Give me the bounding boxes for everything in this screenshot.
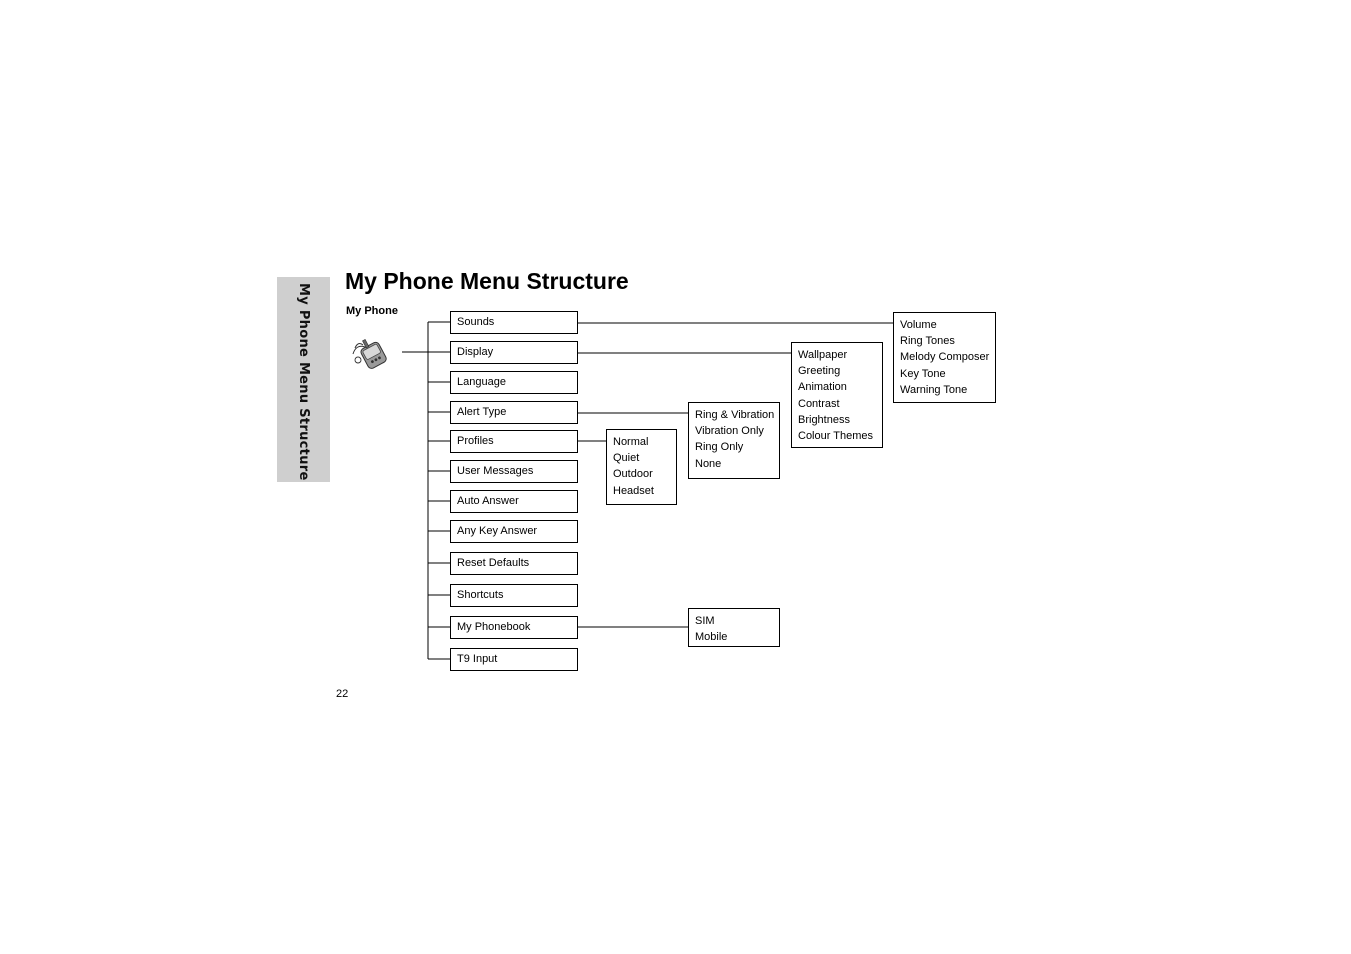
- submenu-item[interactable]: Greeting: [798, 365, 841, 378]
- menu-item-reset-defaults[interactable]: Reset Defaults: [450, 552, 578, 575]
- submenu-item[interactable]: Colour Themes: [798, 430, 873, 443]
- submenu-alert-type: [688, 402, 780, 479]
- menu-item-any-key-answer[interactable]: Any Key Answer: [450, 520, 578, 543]
- submenu-item[interactable]: Ring Only: [695, 441, 744, 454]
- submenu-item[interactable]: Warning Tone: [900, 383, 968, 396]
- submenu-item[interactable]: Brightness: [798, 413, 850, 426]
- submenu-item[interactable]: Animation: [798, 381, 847, 394]
- submenu-item[interactable]: Vibration Only: [695, 425, 764, 438]
- submenu-item[interactable]: Ring Tones: [900, 335, 955, 348]
- submenu-item[interactable]: Normal: [613, 436, 649, 448]
- menu-item-sounds[interactable]: Sounds: [450, 311, 578, 334]
- submenu-item[interactable]: Ring & Vibration: [695, 409, 775, 421]
- menu-item-profiles[interactable]: Profiles: [450, 430, 578, 453]
- submenu-item[interactable]: Headset: [613, 484, 654, 497]
- submenu-my-phonebook: [688, 608, 780, 647]
- submenu-sounds: [893, 312, 996, 403]
- submenu-profiles: [606, 429, 677, 505]
- menu-item-auto-answer[interactable]: Auto Answer: [450, 490, 578, 513]
- submenu-item[interactable]: Mobile: [695, 631, 728, 644]
- submenu-item[interactable]: Wallpaper: [798, 349, 848, 361]
- submenu-display: [791, 342, 883, 448]
- submenu-item[interactable]: SIM: [695, 615, 715, 627]
- menu-item-language[interactable]: Language: [450, 371, 578, 394]
- submenu-item[interactable]: Contrast: [798, 397, 840, 410]
- submenu-item[interactable]: Quiet: [613, 452, 640, 465]
- menu-item-my-phonebook[interactable]: My Phonebook: [450, 616, 578, 639]
- root-label: My Phone: [346, 305, 398, 317]
- menu-item-user-messages[interactable]: User Messages: [450, 460, 578, 483]
- submenu-item[interactable]: Volume: [900, 319, 937, 331]
- side-tab-label: My Phone Menu Structure: [296, 283, 311, 481]
- submenu-item[interactable]: Key Tone: [900, 367, 946, 380]
- submenu-item[interactable]: None: [695, 457, 722, 470]
- menu-item-shortcuts[interactable]: Shortcuts: [450, 584, 578, 607]
- menu-item-display[interactable]: Display: [450, 341, 578, 364]
- menu-item-t9-input[interactable]: T9 Input: [450, 648, 578, 671]
- page-title: My Phone Menu Structure: [345, 268, 629, 294]
- submenu-item[interactable]: Melody Composer: [900, 351, 990, 364]
- menu-item-alert-type[interactable]: Alert Type: [450, 401, 578, 424]
- page-number: 22: [336, 688, 349, 700]
- submenu-item[interactable]: Outdoor: [613, 468, 653, 481]
